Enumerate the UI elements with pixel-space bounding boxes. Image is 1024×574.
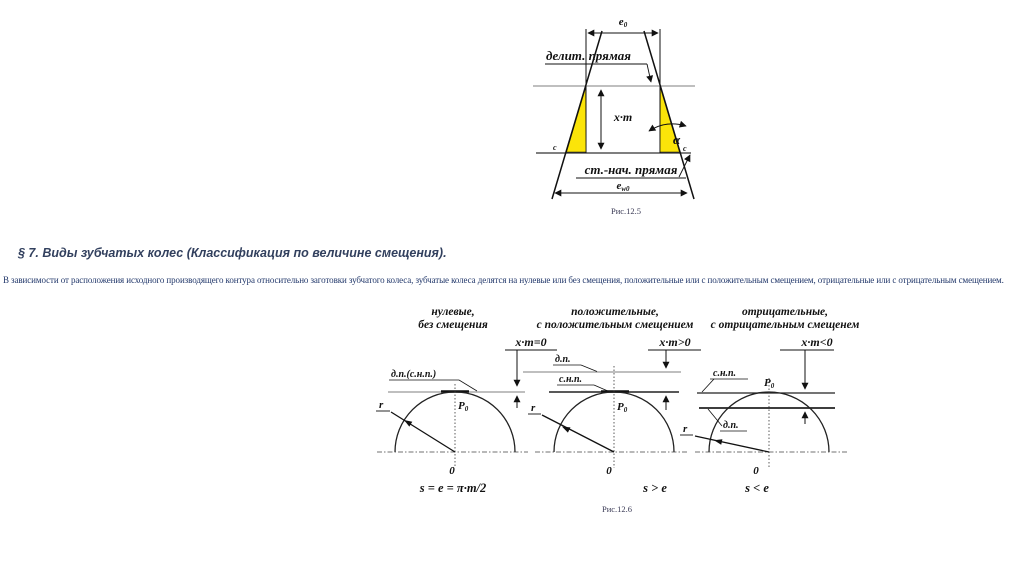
section-heading: § 7. Виды зубчатых колес (Классификация по величине смещения).	[18, 246, 447, 260]
diagram-negative-offset	[680, 350, 847, 468]
dividing-line-label: делит. прямая	[546, 48, 631, 63]
column-title-zero-1: нулевые,	[431, 306, 475, 318]
diagram-zero-offset	[376, 350, 528, 468]
clearance-c-left-label: c	[553, 143, 557, 152]
column-title-positive-1: положительные,	[571, 306, 659, 318]
pitch-machine-line-label-zero: д.п.(с.н.п.)	[391, 369, 437, 380]
pitch-line-label-positive: д.п.	[555, 354, 571, 365]
offset-formula-negative: x·m<0	[801, 335, 833, 349]
machine-line-label: ст.-нач. прямая	[584, 162, 678, 177]
body-paragraph: В зависимости от расположения исходного производящего контура относительно заготовки зубчатого колеса, зубчатые колеса делятся на нулевые или без смещения, положительные или с положительным смещением, отрицательные или с отрицательным смещением.	[3, 275, 1004, 285]
pole-label-positive: P0	[617, 401, 628, 414]
figure-12-6	[365, 298, 865, 520]
machine-line-label-negative: с.н.п.	[713, 368, 737, 379]
center-label-zero: 0	[449, 465, 455, 477]
xm-dimension-label: x·m	[613, 110, 633, 124]
pitch-line-label-negative: д.п.	[723, 420, 739, 431]
figure-12-6-caption: Рис.12.6	[601, 504, 633, 514]
diagram-positive-offset	[523, 350, 687, 468]
offset-area-left	[566, 87, 586, 152]
center-label-positive: 0	[606, 465, 612, 477]
radius-label-zero: r	[379, 399, 384, 411]
offset-formula-zero: x·m=0	[515, 335, 547, 349]
result-formula-negative: s < e	[745, 481, 769, 495]
column-title-zero-2: без смещения	[418, 319, 488, 331]
figure-12-5	[528, 3, 708, 218]
pole-label-negative: P0	[764, 377, 775, 390]
e0-dimension-label: e0	[618, 16, 628, 29]
column-title-negative-1: отрицательные,	[741, 306, 829, 318]
pole-label-zero: P0	[458, 400, 469, 413]
center-label-negative: 0	[753, 465, 759, 477]
clearance-c-right-label: c	[683, 144, 687, 153]
column-title-positive-2: с положительным смещением	[536, 319, 694, 331]
radius-label-negative: r	[683, 423, 688, 435]
result-formula-zero: s = e = π·m/2	[419, 481, 487, 495]
offset-formula-positive: x·m>0	[659, 335, 691, 349]
machine-line-label-positive: с.н.п.	[559, 374, 583, 385]
ew0-dimension-label: ew0	[616, 180, 630, 193]
column-title-negative-2: с отрицательным смещенем	[710, 319, 860, 331]
alpha-angle-label: α	[673, 132, 681, 147]
figure-12-5-caption: Рис.12.5	[610, 206, 642, 216]
result-formula-positive: s > e	[643, 481, 667, 495]
radius-label-positive: r	[531, 402, 536, 414]
